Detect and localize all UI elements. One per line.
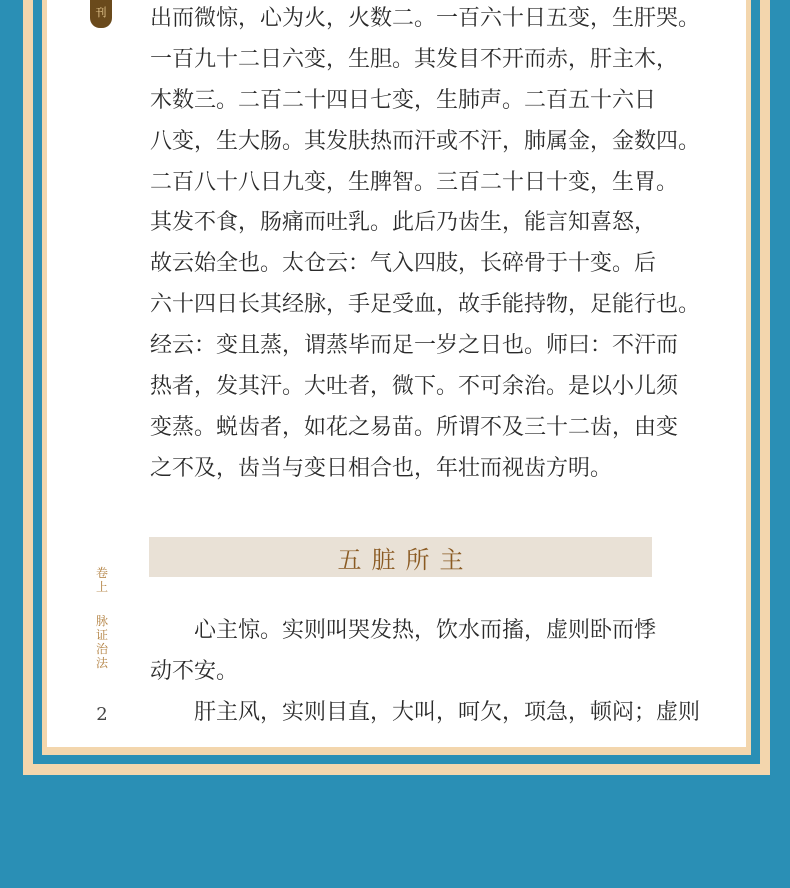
text-line: 热者，发其汗。大吐者，微下。不可余治。是以小儿须 — [150, 374, 679, 400]
body-text — [150, 0, 701, 490]
seal-stamp-icon — [90, 0, 112, 28]
volume-label: 卷 上 — [95, 566, 108, 594]
text-line: 一百九十二日六变，生胆。其发目不开而赤，肝主木， — [150, 46, 679, 72]
text-line: 八变，生大肠。其发肤热而汗或不汗，肺属金，金数四。 — [150, 128, 701, 154]
text-line: 出而微惊，心为火，火数二。一百六十日五变，生肝哭。 — [150, 6, 701, 31]
section-heading-bar — [149, 537, 652, 577]
running-header-sidebar — [94, 566, 110, 670]
text-line: 二百八十八日九变，生脾智。三百二十日十变，生胃。 — [150, 169, 679, 195]
text-line: 肝主风，实则目直，大叫，呵欠，项急，顿闷；虚则 — [194, 699, 701, 725]
text-line: 木数三。二百二十四日七变，生肺声。二百五十六日 — [150, 87, 657, 113]
section-heading: 五脏所主 — [337, 545, 474, 574]
text-line: 其发不食，肠痛而吐乳。此后乃齿生，能言知喜怒， — [150, 210, 657, 236]
seal-text: 刊 — [95, 6, 107, 19]
text-line: 之不及，齿当与变日相合也，年壮而视齿方明。 — [150, 455, 613, 481]
text-line: 变蒸。蜕齿者，如花之易苗。所谓不及三十二齿，由变 — [150, 414, 679, 440]
page-number: 2 — [96, 704, 108, 725]
text-line: 心主惊。实则叫哭发热，饮水而搐，虚则卧而悸 — [194, 618, 657, 643]
text-line: 动不安。 — [150, 658, 239, 684]
chapter-label: 脉 证 治 法 — [95, 614, 108, 670]
section-body — [150, 611, 701, 734]
text-line: 故云始全也。太仓云：气入四肢，长碎骨于十变。后 — [150, 251, 657, 277]
text-line: 经云：变且蒸，谓蒸毕而足一岁之日也。师曰：不汗而 — [150, 333, 679, 359]
text-line: 六十四日长其经脉，手足受血，故手能持物，足能行也。 — [150, 292, 701, 318]
